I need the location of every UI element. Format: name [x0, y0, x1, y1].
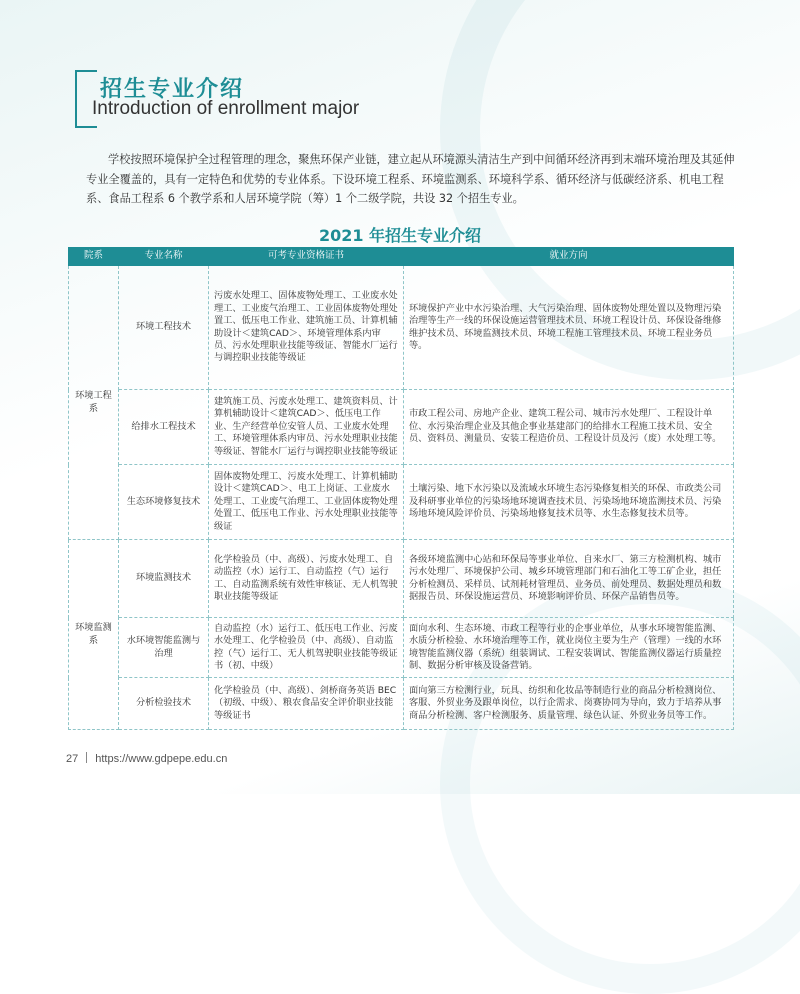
career-direction: 市政工程公司、房地产企业、建筑工程公司、城市污水处理厂、工程设计单位、水污染治理企业及其他企事业基建部门的给排水工程施工技术员、安全员、资料员、测量员、安装工程造价员、工程设计员及污（废）水处理工等。: [404, 390, 734, 465]
career-direction: 环境保护产业中水污染治理、大气污染治理、固体废物处理处置以及物理污染治理等生产一线的环保设施运营管理技术员、环境工程设计员、环保设备维修维护技术员、环境监测技术员、环境工程施工管理技术员、环境工程业务员等。: [404, 266, 734, 390]
table-row: [69, 266, 734, 390]
certificate-list: 污废水处理工、固体废物处理工、工业废水处理工、工业废气治理工、工业固体废物处理处置工、低压电工作业、建筑施工员、计算机辅助设计＜建筑CAD＞、环境管理体系内审员、污水处理职业技能等级证、智能水厂运行与调控职业技能等级证: [209, 266, 404, 390]
table-header-row: [69, 248, 734, 266]
table-title: 2021 年招生专业介绍: [318, 226, 482, 245]
career-direction: 面向第三方检测行业，玩具、纺织和化妆品等制造行业的商品分析检测岗位、客服、外贸业务及跟单岗位，以行企需求、岗赛协同为导向，致力于培养从事商品分析检测、客户检测服务、质量管理、绿色认证、外贸业务员等工作。: [404, 678, 734, 730]
column-header-department: 院系: [69, 248, 119, 266]
career-direction: 面向水利、生态环境、市政工程等行业的企事业单位，从事水环境智能监测、水质分析检验、水环境治理等工作，就业岗位主要为生产（管理）一线的水环境智能监测仪器（系统）组装调试、工程安装调试、智能监测仪器运行质量控制、数据分析审核及设备营销。: [404, 618, 734, 678]
enrollment-table: [68, 247, 734, 730]
career-direction: 土壤污染、地下水污染以及流域水环境生态污染修复相关的环保、市政类公司及科研事业单位的污染场地环境调查技术员、污染场地环境监测技术员、污染场地环境风险评价员、污染场地修复技术员等、水生态修复技术员等。: [404, 465, 734, 540]
page-number: 27: [66, 753, 79, 765]
major-name: 给排水工程技术: [119, 390, 209, 465]
career-direction: 各级环境监测中心站和环保局等事业单位、自来水厂、第三方检测机构、城市污水处理厂、环境保护公司、城乡环境管理部门和石油化工等工矿企业，担任分析检测员、采样员、试剂耗材管理员、业务员、前处理员、数据处理员和数据报告员、环保设施运营员、环境影响评价员、环保产品销售员等。: [404, 540, 734, 618]
page-title-english: Introduction of enrollment major: [92, 98, 360, 119]
column-header-major: 专业名称: [119, 248, 209, 266]
certificate-list: 建筑施工员、污废水处理工、建筑资料员、计算机辅助设计＜建筑CAD＞、低压电工作业、生产经营单位安管人员、工业废水处理工、环境管理体系内审员、污水处理职业技能等级证、智能水厂运行与调控职业技能等级证: [209, 390, 404, 465]
table-row: [69, 618, 734, 678]
certificate-list: 自动监控（水）运行工、低压电工作业、污废水处理工、化学检验员（中、高级）、自动监控（气）运行工、无人机驾驶职业技能等级证书（初、中级）: [209, 618, 404, 678]
table-row: [69, 390, 734, 465]
table-row: [69, 465, 734, 540]
table-row: [69, 678, 734, 730]
certificate-list: 化学检验员（中、高级）、剑桥商务英语 BEC（初级、中级）、粮农食品安全评价职业技能等级证书: [209, 678, 404, 730]
certificate-list: 固体废物处理工、污废水处理工、计算机辅助设计＜建筑CAD＞、电工上岗证、工业废水处理工、工业废气治理工、工业固体废物处理处置工、低压电工作业、污水处理职业技能等级证: [209, 465, 404, 540]
column-header-certificate: 可考专业资格证书: [209, 248, 404, 266]
website-url: https://www.gdpepe.edu.cn: [95, 753, 228, 765]
table-row: [69, 540, 734, 618]
footer-divider: [86, 752, 87, 763]
department-cell: 环境工程系: [69, 266, 119, 540]
major-name: 环境监测技术: [119, 540, 209, 618]
page-title: 招生专业介绍: [100, 77, 245, 102]
major-name: 水环境智能监测与治理: [119, 618, 209, 678]
major-name: 生态环境修复技术: [119, 465, 209, 540]
department-cell: 环境监测系: [69, 540, 119, 730]
major-name: 分析检验技术: [119, 678, 209, 730]
certificate-list: 化学检验员（中、高级）、污废水处理工、自动监控（水）运行工、自动监控（气）运行工、自动监测系统有效性审核证、无人机驾驶职业技能等级证: [209, 540, 404, 618]
column-header-career: 就业方向: [404, 248, 734, 266]
intro-paragraph: 学校按照环境保护全过程管理的理念，聚焦环保产业链，建立起从环境源头清洁生产到中间循环经济再到末端环境治理及其延伸专业全覆盖的，具有一定特色和优势的专业体系。下设环境工程系、环境监测系、环境科学系、循环经济与低碳经济系、机电工程系、食品工程系 6 个教学系和人居环境学院（筹）1 个二级学院，共设 32 个招生专业。: [86, 153, 735, 205]
footer: [66, 752, 227, 765]
major-name: 环境工程技术: [119, 266, 209, 390]
